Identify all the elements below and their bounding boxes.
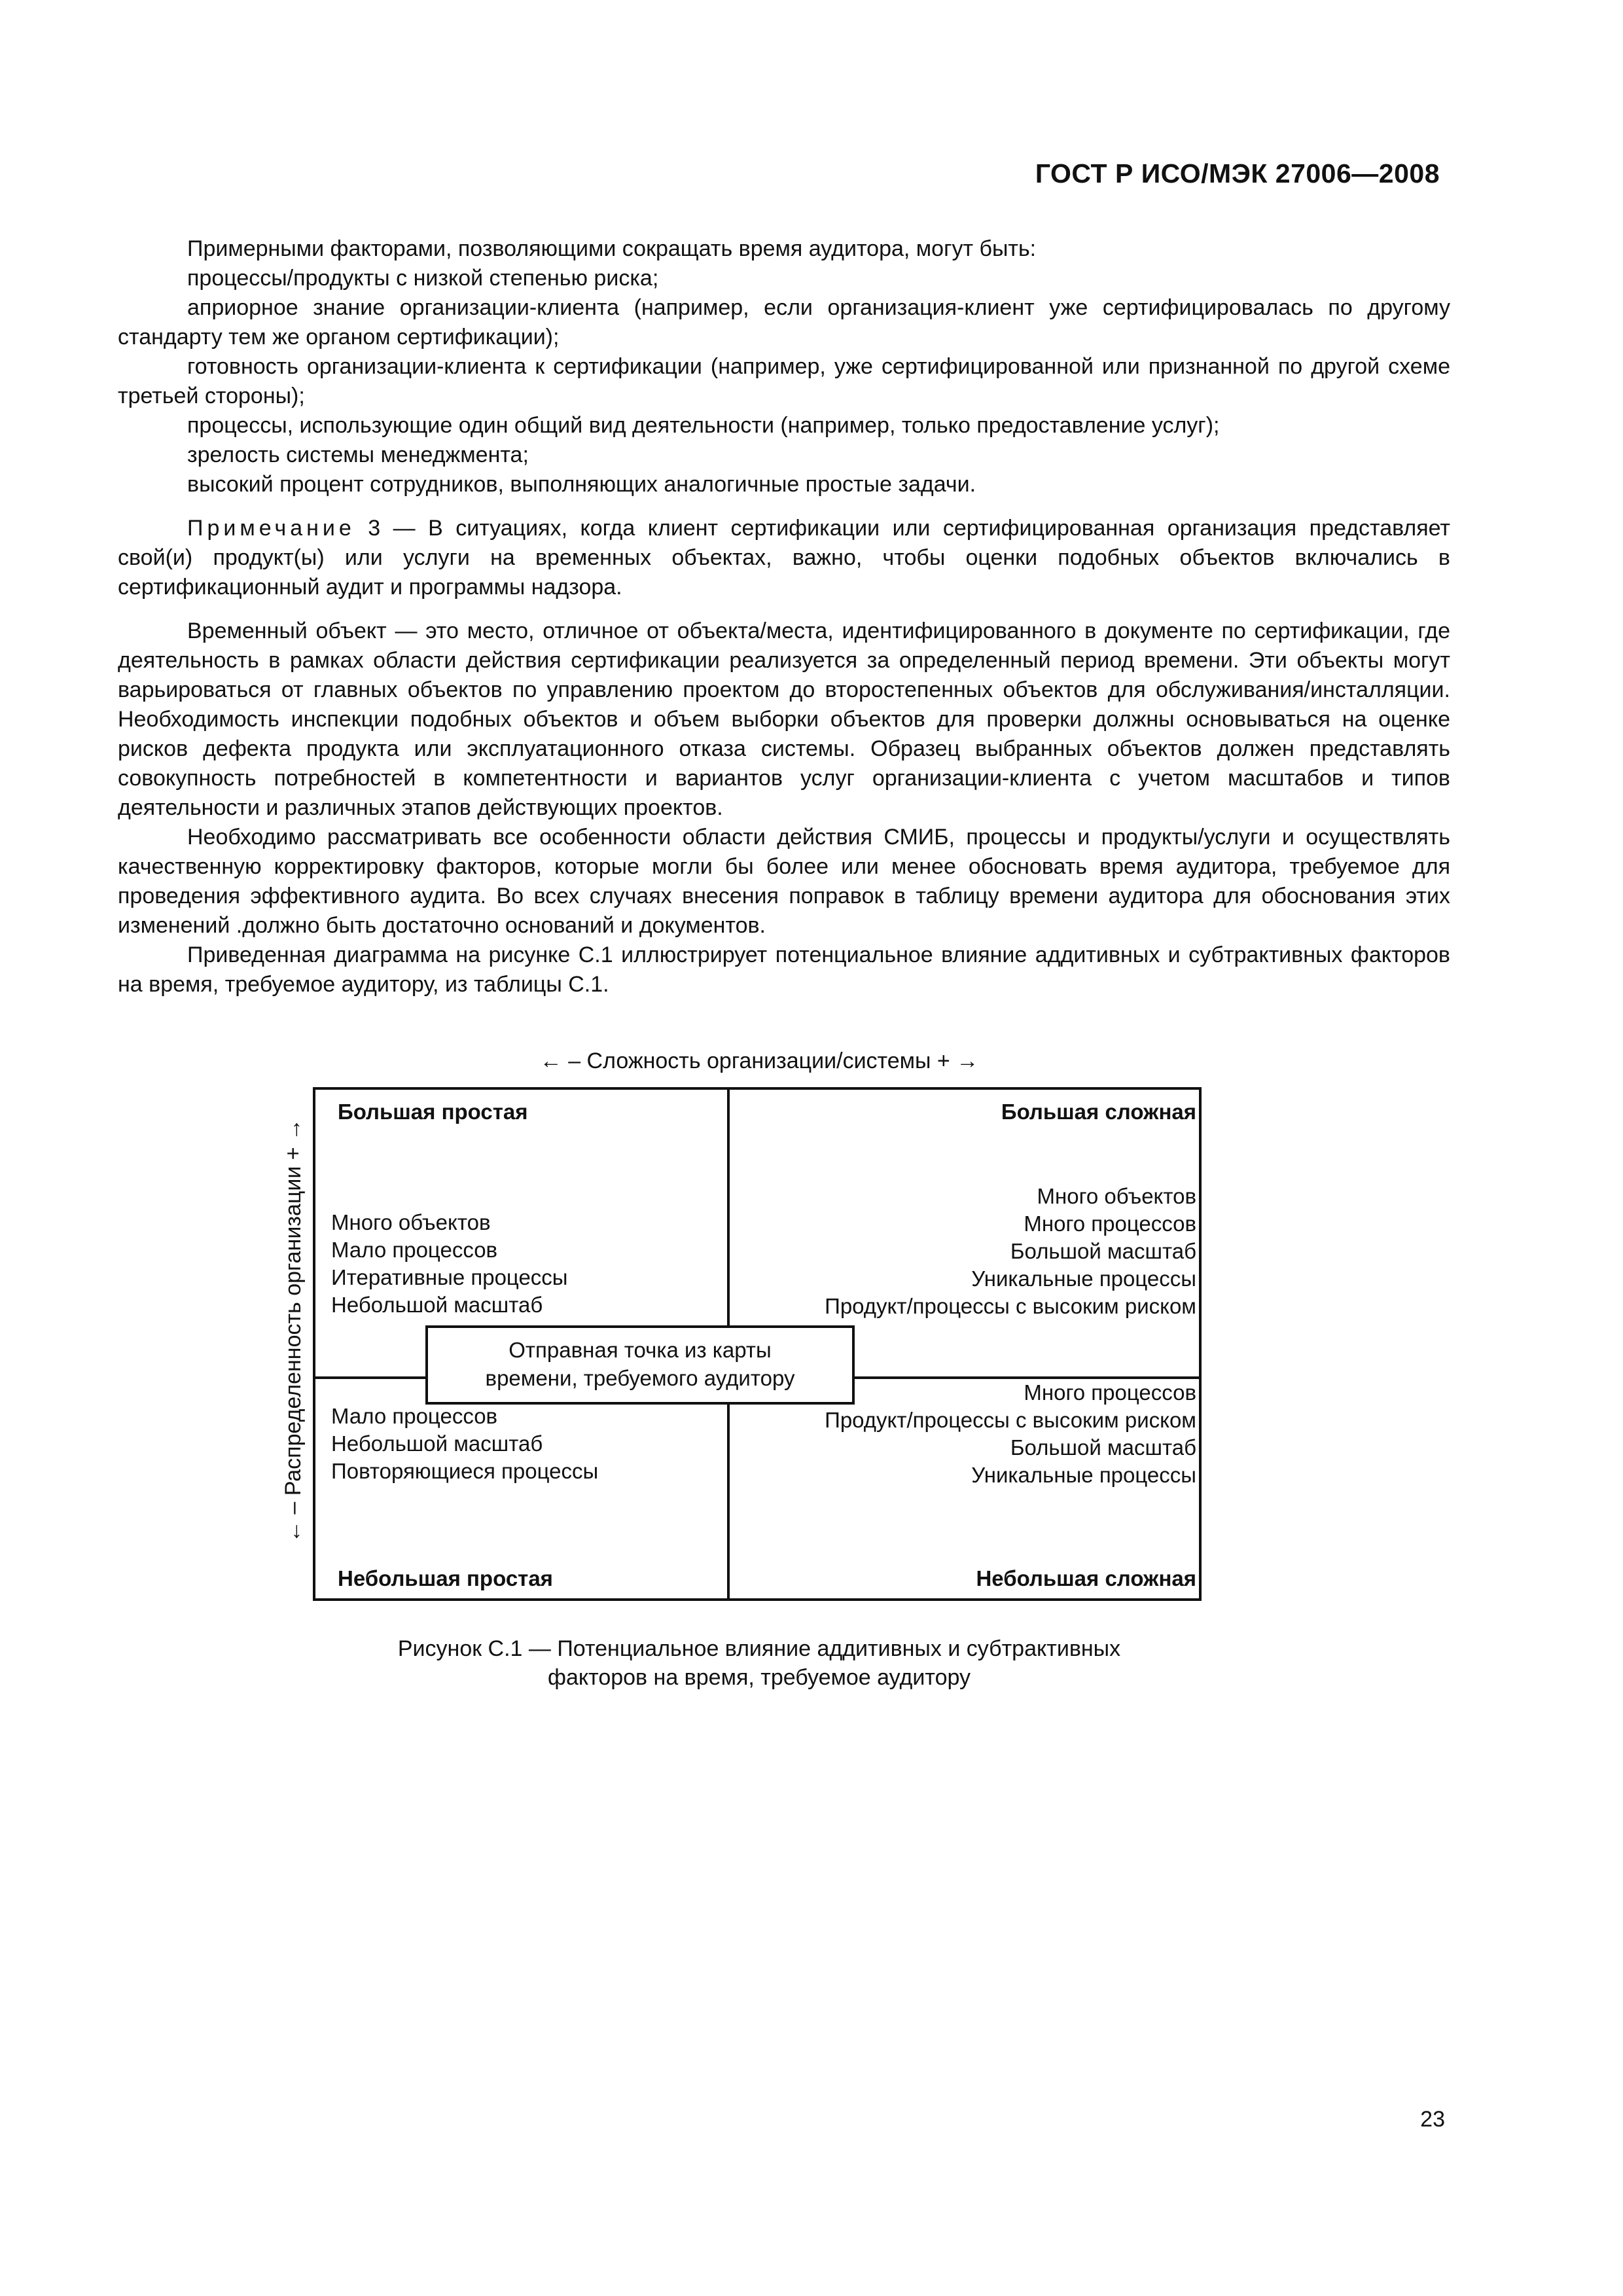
intro-paragraph: Примерными факторами, позволяющими сокращать время аудитора, могут быть:: [187, 236, 1037, 261]
starting-point-line-1: Отправная точка из карты: [508, 1338, 772, 1362]
starting-point-line-2: времени, требуемого аудитору: [485, 1366, 795, 1390]
list-item: Большой масштаб: [1010, 1239, 1196, 1263]
paragraph-temporary-sites: Временный объект — это место, отличное от объекта/места, идентифицированного в документе по сертификации, где деятельность в рамках области действия сертификации реализуется за определенный период времени. Эти объекты могут варьироваться от главных объектов по управлению проектом до второстепенных объектов для обслуживания/инсталляции. Необходимость инспекции подобных объектов и объем выборки объектов для проверки должны основываться на оценке рисков дефекта продукта или эксплуатационного отказа системы. Образец выбранных объектов должен представлять совокупность потребностей в компетентности и вариантов услуг организации-клиента с учетом масштабов и типов деятельности и различных этапов действующих проектов.: [118, 619, 1450, 820]
note-paragraph: [118, 514, 1450, 602]
list-item: Уникальные процессы: [971, 1463, 1196, 1487]
factor-item: готовность организации-клиента к сертификации (например, уже сертифицированной или признанной по другой схеме третьей стороны);: [118, 354, 1450, 408]
list-item: Небольшой масштаб: [331, 1293, 543, 1317]
figure-caption: [314, 1634, 1204, 1692]
note-text: 3 — В ситуациях, когда клиент сертификации или сертифицированная организация представляет свой(и) продукт(ы) или услуги на временных объектах, важно, чтобы оценки подобных объектов включались в сертификационный аудит и программы надзора.: [118, 516, 1450, 600]
list-item: Уникальные процессы: [971, 1266, 1196, 1291]
factor-item: процессы/продукты с низкой степенью риска;: [187, 266, 659, 291]
list-item: Большой масштаб: [1010, 1435, 1196, 1460]
starting-point-box: [425, 1325, 855, 1405]
list-item: Итеративные процессы: [331, 1265, 568, 1289]
quadrant-top-left-title: Большая простая: [338, 1100, 528, 1124]
quadrant-bottom-right-title: Небольшая сложная: [976, 1566, 1196, 1590]
factor-item: высокий процент сотрудников, выполняющих аналогичные простые задачи.: [187, 472, 976, 497]
list-item: Много процессов: [1024, 1211, 1196, 1236]
figure-top-axis-label: ← – Сложность организации/системы + →: [539, 1049, 979, 1073]
quadrant-bottom-right-list: [825, 1379, 1196, 1489]
list-item: Много объектов: [331, 1210, 491, 1234]
list-item: Много процессов: [1024, 1380, 1196, 1405]
list-item: Продукт/процессы с высоким риском: [825, 1408, 1196, 1432]
body-text: [118, 234, 1450, 999]
page-number: 23: [1420, 2107, 1445, 2132]
caption-line-1: Рисунок С.1 — Потенциальное влияние аддитивных и субтрактивных: [397, 1636, 1121, 1661]
list-item: Небольшой масштаб: [331, 1431, 543, 1456]
figure-side-axis-label: ← – Распределенность организации + →: [281, 1118, 306, 1543]
caption-line-2: факторов на время, требуемое аудитору: [547, 1665, 971, 1690]
paragraph-adjustments: Необходимо рассматривать все особенности области действия СМИБ, процессы и продукты/услуги и осуществлять качественную корректировку факторов, которые могли бы более или менее обосновать время аудитора, требуемое для проведения эффективного аудита. Во всех случаях внесения поправок в таблицу времени аудитора для обоснования этих изменений .должно быть достаточно оснований и документов.: [118, 825, 1450, 938]
list-item: Повторяющиеся процессы: [331, 1459, 599, 1483]
document-header: ГОСТ Р ИСО/МЭК 27006—2008: [1035, 158, 1440, 188]
paragraph-diagram-intro: Приведенная диаграмма на рисунке С.1 иллюстрирует потенциальное влияние аддитивных и субтрактивных факторов на время, требуемое аудитору, из таблицы С.1.: [118, 942, 1450, 997]
factor-item: процессы, использующие один общий вид деятельности (например, только предоставление услуг);: [187, 413, 1220, 438]
quadrant-top-right-title: Большая сложная: [1001, 1100, 1196, 1124]
quadrant-top-left-list: [331, 1209, 568, 1319]
quadrant-bottom-left-list: [331, 1403, 598, 1485]
note-label: Примечание: [187, 516, 355, 541]
quadrant-top-right-list: [825, 1183, 1196, 1320]
list-item: Мало процессов: [331, 1404, 498, 1428]
factor-item: априорное знание организации-клиента (например, если организация-клиент уже сертифицировалась по другому стандарту тем же органом сертификации);: [118, 295, 1450, 350]
factor-item: зрелость системы менеджмента;: [187, 442, 529, 467]
quadrant-bottom-left-title: Небольшая простая: [338, 1566, 553, 1590]
list-item: Продукт/процессы с высоким риском: [825, 1294, 1196, 1318]
list-item: Много объектов: [1037, 1184, 1196, 1208]
list-item: Мало процессов: [331, 1238, 498, 1262]
